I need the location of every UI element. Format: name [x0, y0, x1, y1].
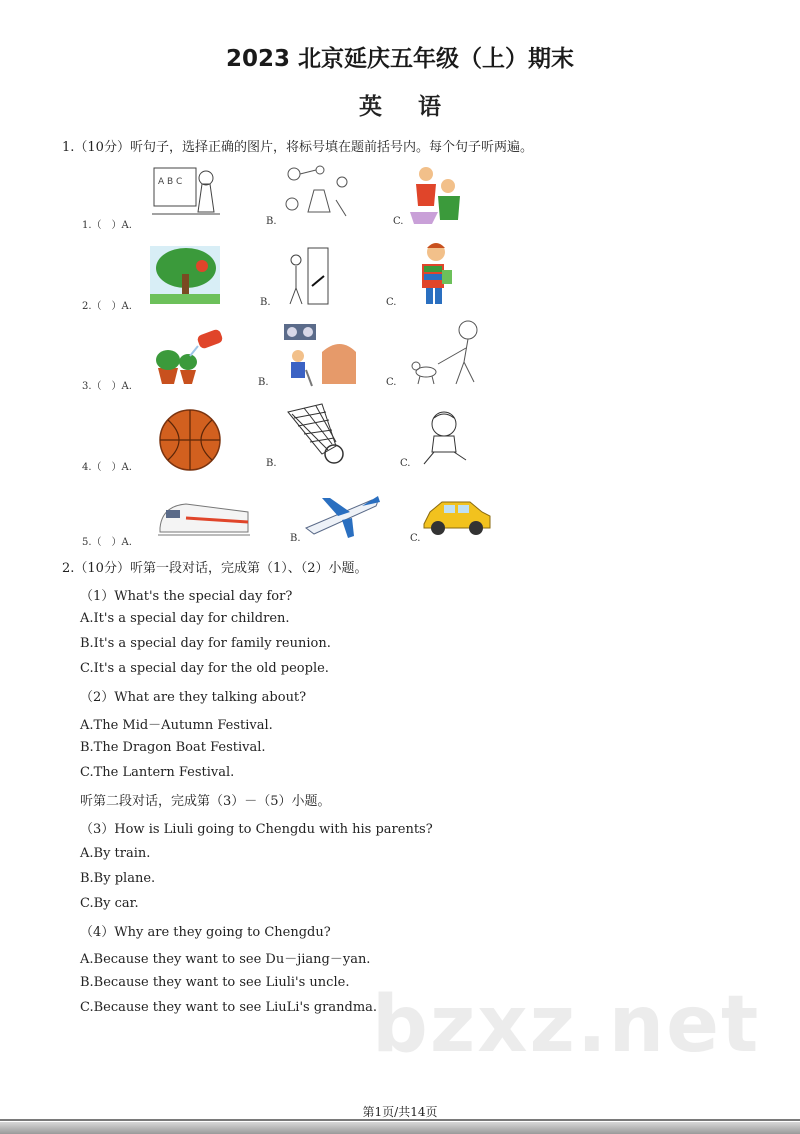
q1-row-3-b-label: B.: [258, 377, 269, 388]
q2-line-15: A.Because they want to see Du－jiang－yan.: [80, 952, 371, 967]
q2-line-12: B.By plane.: [80, 871, 156, 886]
q2-line-6: A.The Mid－Autumn Festival.: [80, 718, 273, 733]
q1-row-2-label: 2.（ ）A.: [82, 301, 132, 312]
q2-line-11: A.By train.: [80, 846, 151, 861]
science-doodles-icon: [280, 160, 354, 224]
q2-line-14: （4）Why are they going to Chengdu?: [80, 925, 331, 940]
q1-row-3-label: 3.（ ）A.: [82, 381, 132, 392]
q2-line-17: C.Because they want to see LiuLi's grandma.: [80, 1000, 378, 1015]
train-icon: [156, 498, 252, 538]
q1-row-5-label: 5.（ ）A.: [82, 537, 132, 548]
subject-title: 英语: [359, 94, 477, 120]
q2-line-9: 听第二段对话，完成第（3）－（5）小题。: [80, 794, 331, 809]
watering-plants-icon: [152, 328, 226, 386]
tree-icon: [150, 246, 220, 304]
shuttlecock-icon: [282, 398, 352, 468]
q2-line-8: C.The Lantern Festival.: [80, 765, 235, 780]
q2-line-5: （2）What are they talking about?: [80, 690, 307, 705]
question-1-prompt: 1.（10分）听句子，选择正确的图片，将标号填在题前括号内。每个句子听两遍。: [62, 140, 533, 155]
boy-with-books-icon: [416, 240, 456, 306]
q1-row-4-label: 4.（ ）A.: [82, 462, 132, 473]
q1-row-5-b-label: B.: [290, 533, 301, 544]
open-door-icon: [286, 246, 330, 308]
q2-line-1: （1）What's the special day for?: [80, 589, 293, 604]
walking-dog-icon: [408, 318, 492, 388]
q1-row-1-label: 1.（ ）A.: [82, 220, 132, 231]
q1-row-1-b-label: B.: [266, 216, 277, 227]
q2-line-3: B.It's a special day for family reunion.: [80, 636, 331, 651]
basketball-icon: [158, 408, 222, 472]
question-2-prompt: 2.（10分）听第一段对话，完成第（1）、（2）小题。: [62, 561, 368, 576]
q2-line-4: C.It's a special day for the old people.: [80, 661, 329, 676]
kids-room-icon: [282, 322, 358, 388]
q1-row-1-c-label: C.: [393, 216, 404, 227]
watermark-text: bzxz.net: [372, 980, 761, 1070]
people-group-icon: [408, 162, 472, 226]
page-number: 第1页/共14页: [362, 1105, 438, 1119]
q2-line-16: B.Because they want to see Liuli's uncle.: [80, 975, 350, 990]
q1-row-2-c-label: C.: [386, 297, 397, 308]
page-title: 2023 北京延庆五年级（上）期末: [225, 46, 575, 72]
q1-row-2-b-label: B.: [260, 297, 271, 308]
page-bottom-edge: [0, 1122, 800, 1134]
child-playing-icon: [420, 408, 470, 468]
q1-row-4-c-label: C.: [400, 458, 411, 469]
q1-row-3-c-label: C.: [386, 377, 397, 388]
page-divider: [0, 1119, 800, 1121]
q2-line-10: （3）How is Liuli going to Chengdu with his parents?: [80, 822, 433, 837]
teacher-blackboard-icon: [150, 162, 222, 220]
q2-line-7: B.The Dragon Boat Festival.: [80, 740, 266, 755]
q1-row-5-c-label: C.: [410, 533, 421, 544]
svg-text:A B C: A B C: [158, 177, 183, 187]
q1-row-4-b-label: B.: [266, 458, 277, 469]
car-icon: [420, 494, 494, 538]
plane-icon: [302, 490, 382, 540]
q2-line-2: A.It's a special day for children.: [80, 611, 290, 626]
q2-line-13: C.By car.: [80, 896, 139, 911]
